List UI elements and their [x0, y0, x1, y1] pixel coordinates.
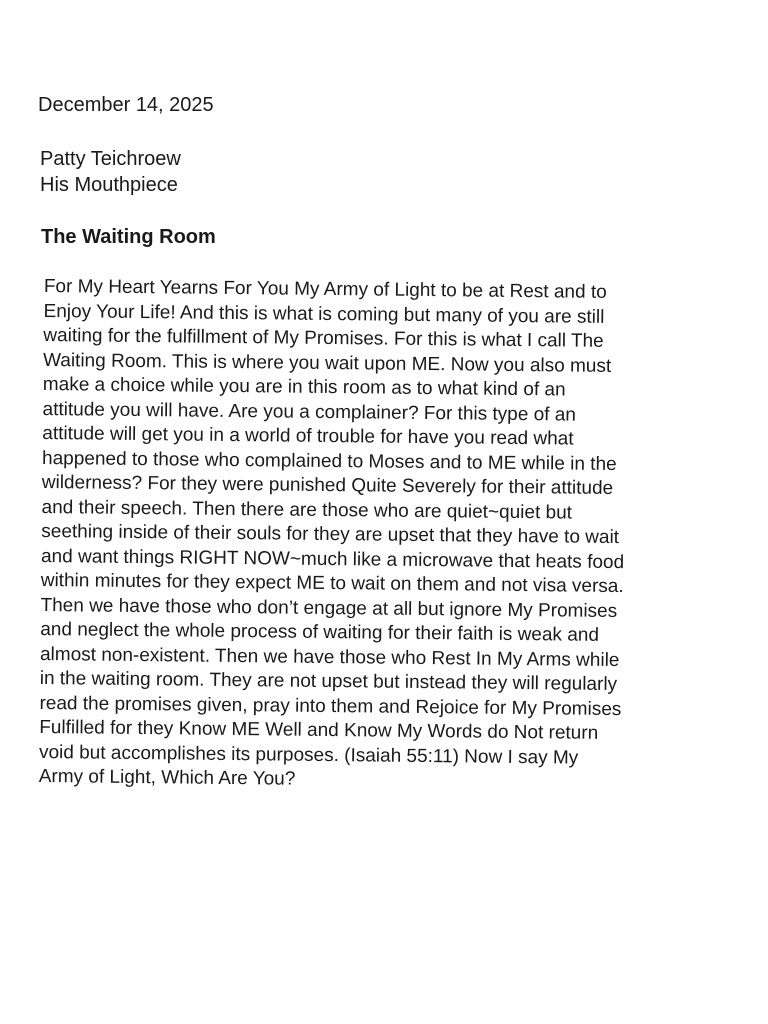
body-line: almost non-existent. Then we have those who Rest In My Arms while [39, 643, 620, 671]
body-line: within minutes for they expect ME to wait on them and not visa versa. [40, 569, 624, 598]
body-line: and neglect the whole process of waiting for their faith is weak and [40, 618, 600, 646]
body-line: and want things RIGHT NOW~much like a microwave that heats food [40, 545, 625, 573]
body-line: waiting for the fulfillment of My Promises. For this is what I call The [43, 324, 604, 352]
body-line: void but accomplishes its purposes. (Isaiah 55:11) Now I say My [38, 741, 579, 769]
body-line: wilderness? For they were punished Quite Severely for their attitude [41, 471, 614, 499]
author-name: Patty Teichroew [40, 148, 181, 170]
body-line: attitude will get you in a world of trouble for have you read what [42, 422, 574, 450]
author-role: His Mouthpiece [40, 174, 178, 196]
body-line: seething inside of their souls for they are upset that they have to wait [41, 520, 620, 549]
document-date: December 14, 2025 [38, 94, 214, 116]
body-line: For My Heart Yearns For You My Army of Light to be at Rest and to [43, 275, 607, 303]
document-body [39, 275, 744, 797]
body-line: attitude you will have. Are you a complainer? For this type of an [42, 398, 577, 426]
body-line: Waiting Room. This is where you wait upon ME. Now you also must [42, 349, 612, 377]
body-line: make a choice while you are in this room as to what kind of an [42, 373, 566, 401]
body-line: Fulfilled for they Know ME Well and Know My Words do Not return [39, 716, 599, 744]
author-block [40, 146, 181, 198]
body-line: Then we have those who don’t engage at all but ignore My Promises [40, 594, 618, 622]
body-line: in the waiting room. They are not upset but instead they will regularly [39, 667, 618, 696]
body-line: Army of Light, Which Are You? [38, 765, 296, 790]
body-line: and their speech. Then there are those who are quiet~quiet but [41, 496, 573, 524]
body-line: read the promises given, pray into them and Rejoice for My Promises [39, 692, 622, 720]
body-line: Enjoy Your Life! And this is what is coming but many of you are still [43, 300, 605, 328]
document-title: The Waiting Room [41, 226, 216, 248]
body-line: happened to those who complained to Moses and to ME while in the [41, 447, 617, 475]
